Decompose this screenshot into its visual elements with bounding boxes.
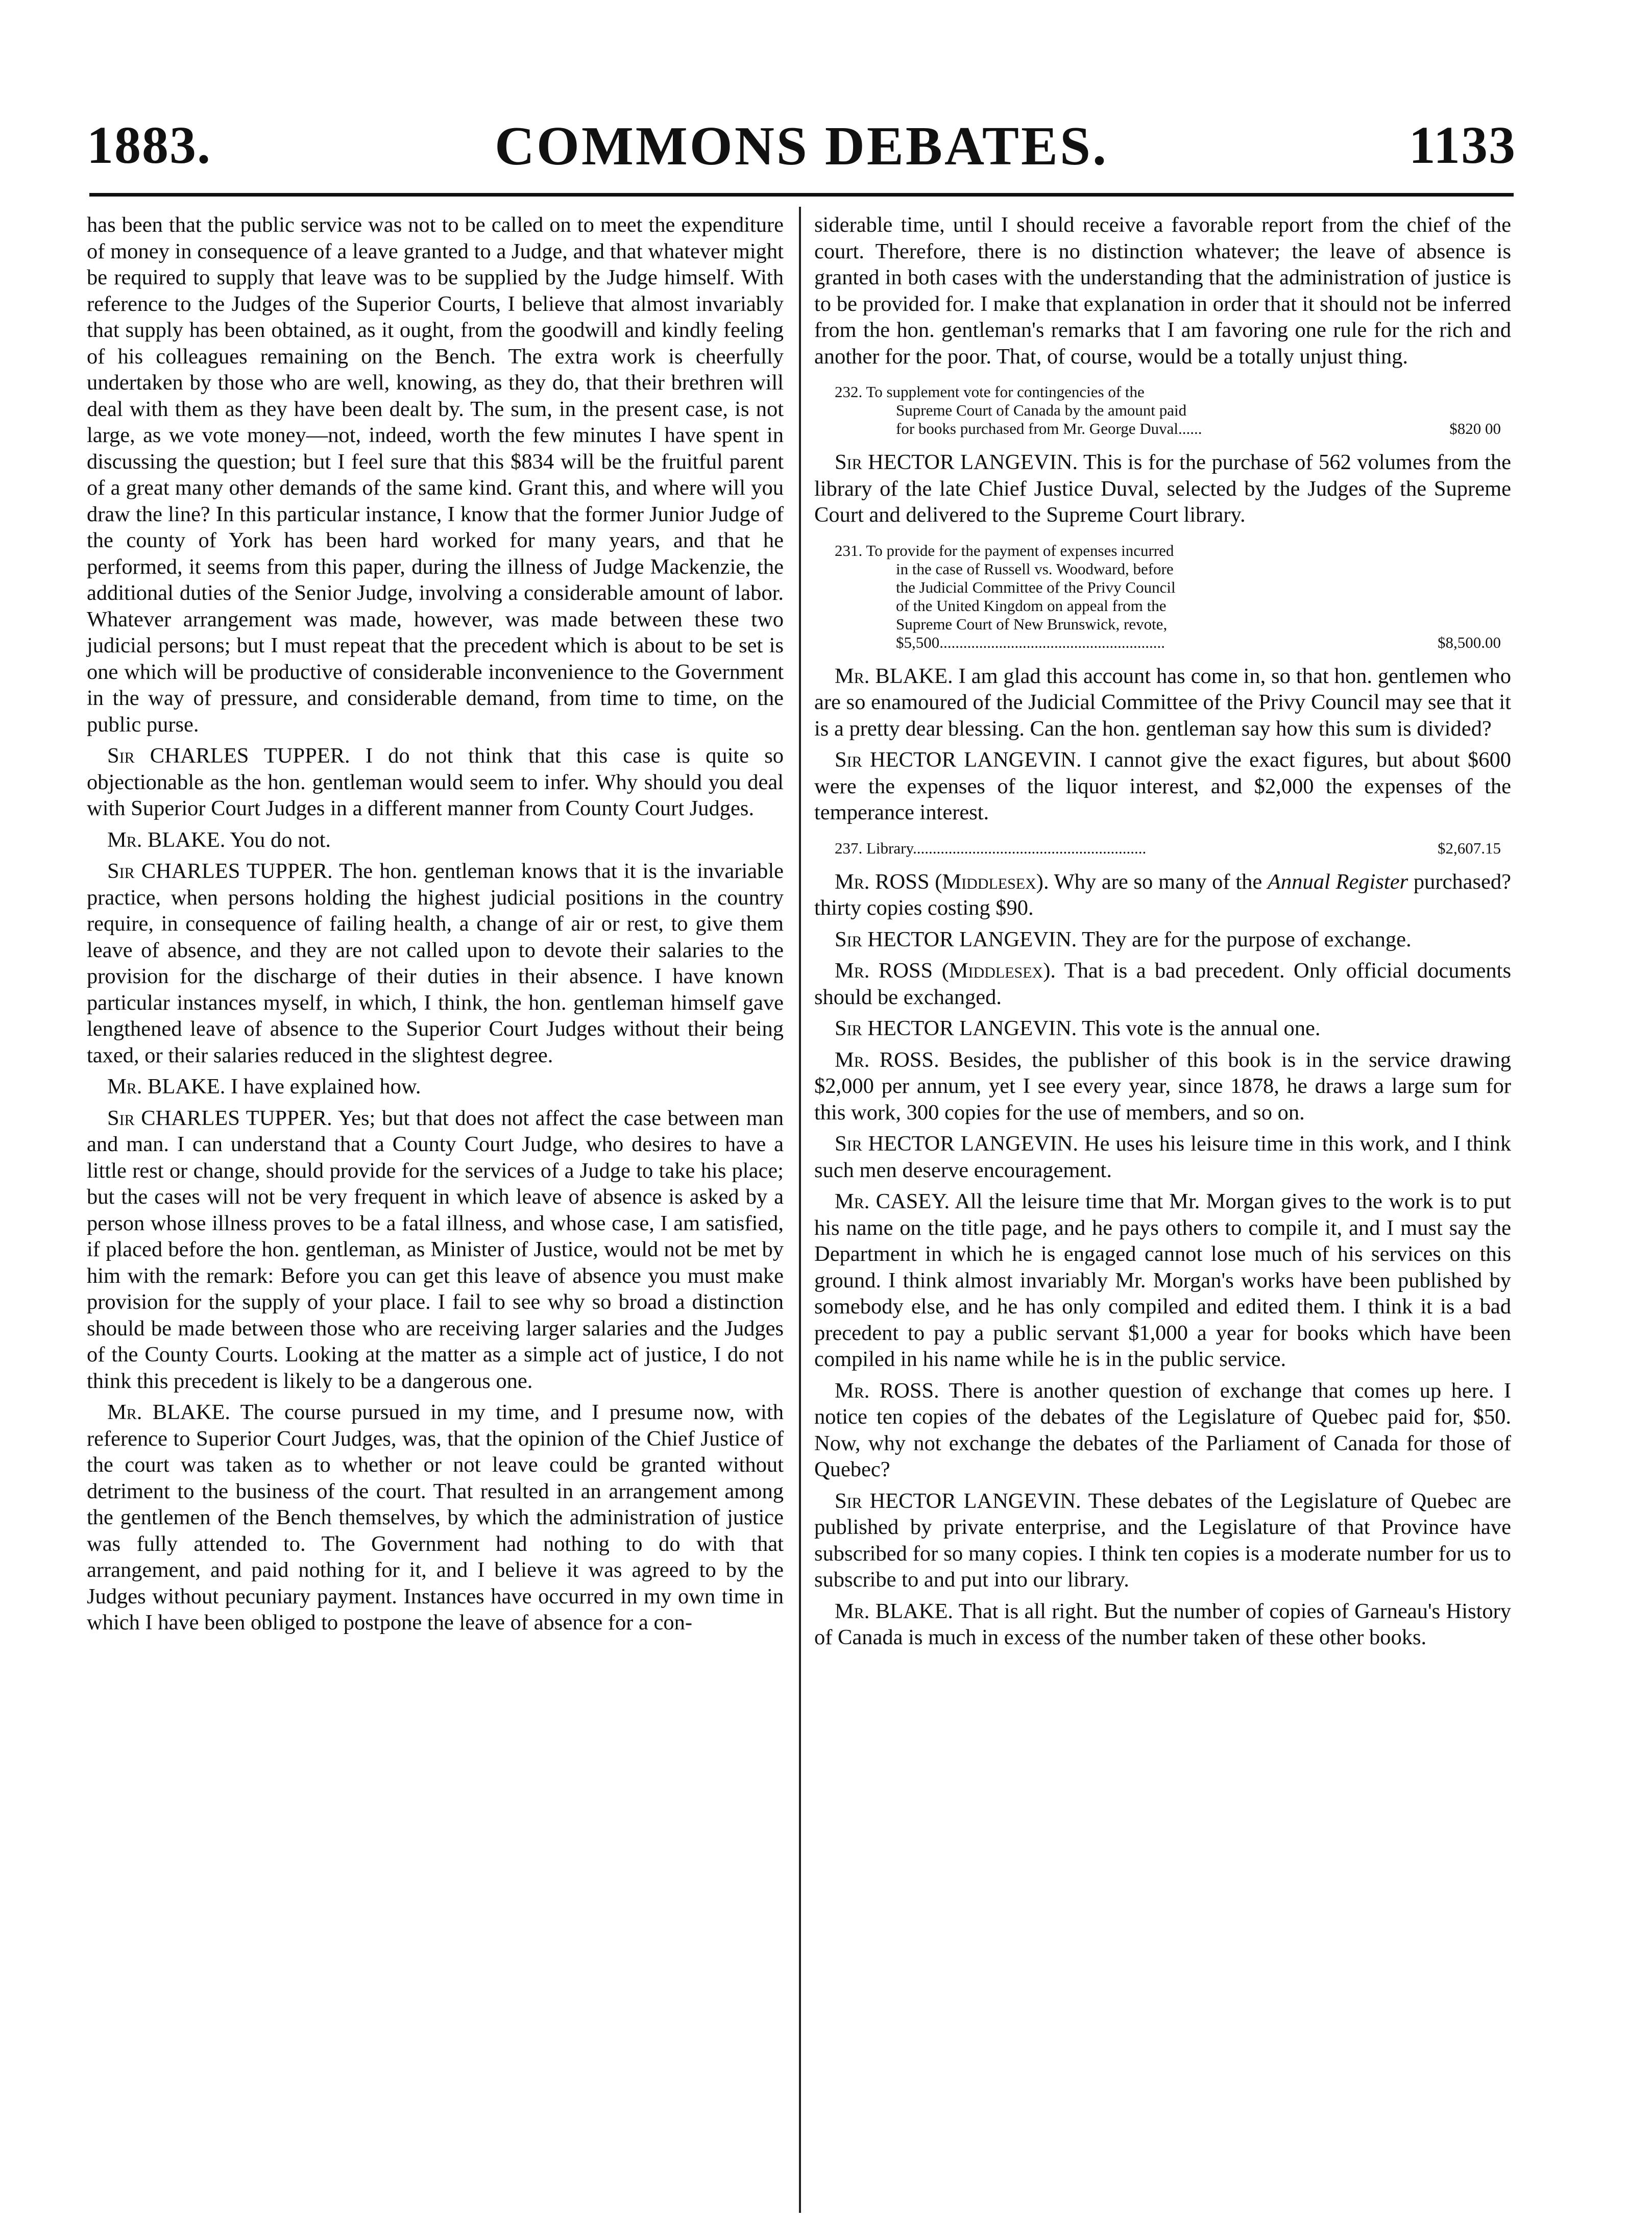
vote-line-text: 237. Library........................................................... <box>835 839 1147 857</box>
speaker-name: Sir HECTOR LANGEVIN. <box>835 927 1077 952</box>
speech-text: These debates of the Legislature of Quebec are published by private enterprise, and the Legislature of that Province have subscribed for so many copies. I think ten copies is a moderate number for us to subscribe to and put into our library. <box>814 1489 1511 1592</box>
speech-text: The hon. gentleman knows that it is the invariable practice, when persons holding the highest judicial positions in the country require, in consequence of failing health, a change of air or rest, to give them leave of absence, and they are not called upon to devote their salaries to the provision for the discharge of their duties in their absence. I have known particular instances myself, in which, I think, the hon. gentleman himself gave lengthened leave of absence to the Superior Court Judges without their being taxed, or their salaries reduced in the slightest degree. <box>87 859 784 1067</box>
vote-line: of the United Kingdom on appeal from the <box>896 596 1167 615</box>
vote-item-231 <box>814 542 1511 652</box>
left-column <box>87 212 784 1636</box>
speech-text: He uses his leisure time in this work, and I think such men deserve encouragement. <box>814 1132 1512 1182</box>
header-title: COMMONS DEBATES. <box>494 116 1109 177</box>
speech <box>814 1131 1511 1183</box>
speaker-name: Mr. BLAKE. <box>107 827 226 852</box>
speech <box>87 1399 784 1636</box>
speech <box>87 743 784 822</box>
speech <box>87 1074 784 1100</box>
speech <box>87 858 784 1068</box>
speech-text: This vote is the annual one. <box>1082 1016 1321 1040</box>
speech-text: That is a bad precedent. Only official documents should be exchanged. <box>814 959 1511 1009</box>
speaker-name: Mr. BLAKE. <box>835 664 953 688</box>
speech <box>814 869 1511 921</box>
speech <box>814 1047 1511 1126</box>
right-column <box>814 212 1511 1651</box>
vote-item-237 <box>814 839 1511 858</box>
speech-text: That is all right. But the number of copies of Garneau's History of Canada is much in excess of the number taken of these other books. <box>814 1599 1512 1649</box>
vote-line: the Judicial Committee of the Privy Council <box>896 578 1176 596</box>
speech <box>814 747 1511 826</box>
speech <box>814 1378 1511 1483</box>
speaker-name: Sir HECTOR LANGEVIN. <box>835 1132 1078 1156</box>
speaker-name: Mr. ROSS (Middlesex). <box>835 869 1049 894</box>
speech <box>814 1188 1511 1373</box>
paragraph <box>814 212 1511 370</box>
speaker-name: Sir HECTOR LANGEVIN. <box>835 450 1078 474</box>
vote-amount: $820 00 <box>1449 420 1501 437</box>
speech-text: I am glad this account has come in, so that hon. gentlemen who are so enamoured of the Judicial Committee of the Privy Council may see that it is a pretty dear blessing. Can the hon. gentleman say how this sum is divided? <box>814 664 1512 741</box>
speech <box>814 958 1511 1010</box>
speech <box>814 663 1511 742</box>
header-page-number: 1133 <box>1408 116 1516 175</box>
speaker-name: Mr. BLAKE. <box>107 1400 231 1424</box>
page-header <box>87 115 1516 191</box>
speaker-name: Mr. ROSS. <box>835 1378 939 1403</box>
speech-text: There is another question of exchange that comes up here. I notice ten copies of the debates of the Legislature of Quebec paid for, $50. Now, why not exchange the debates of the Parliament of Canada for those of Quebec? <box>814 1378 1512 1481</box>
vote-line: 232. To supplement vote for contingencies of the <box>835 383 1145 401</box>
speaker-name: Mr. ROSS. <box>835 1047 939 1072</box>
speech-text: Why are so many of the <box>1054 869 1262 894</box>
vote-line: 231. To provide for the payment of expenses incurred <box>835 541 1174 559</box>
speech-text: I cannot give the exact figures, but about $600 were the expenses of the liquor interest, and $2,000 the expenses of the temperance interest. <box>814 748 1511 824</box>
paragraph-text: has been that the public service was not to be called on to meet the expenditure of money in consequence of a leave granted to a Judge, and that whatever might be required to supply that leave was to be supplied by the Judge himself. With reference to the Judges of the Superior Courts, I believe that almost invariably that supply has been obtained, as it ought, from the goodwill and kindly feeling of his colleagues remaining on the Bench. The extra work is cheerfully undertaken by those who are well, knowing, as they do, that their brethren will deal with them as they have been dealt by. The sum, in the present case, is not large, as we vote money—not, indeed, worth the few minutes I have spent in discussing the question; but I feel sure that this $834 will be the fruitful parent of a great many other demands of the same kind. Grant this, and where will you draw the line? In this particular instance, I know that the former Junior Judge of the county of York has been hard worked for many years, and that he performed, it seems from this paper, during the illness of Judge Mackenzie, the additional duties of the Senior Judge, involving a considerable amount of labor. Whatever arrangement was made, however, was made between these two judicial persons; but I must repeat that the precedent which is about to be set is one which will be productive of considerable inconvenience to the Government in the way of pressure, and considerable demand, from time to time, on the public purse. <box>87 213 784 737</box>
speech-text: I have explained how. <box>230 1075 421 1099</box>
speech-text: They are for the purpose of exchange. <box>1082 927 1412 952</box>
paragraph <box>87 212 784 738</box>
header-year: 1883. <box>87 116 211 175</box>
speaker-name: Sir HECTOR LANGEVIN. <box>835 1489 1081 1513</box>
vote-line <box>835 839 1501 858</box>
vote-line-text: for books purchased from Mr. George Duval...... <box>896 420 1202 437</box>
speaker-name: Sir HECTOR LANGEVIN. <box>835 748 1082 772</box>
speech <box>814 1598 1511 1651</box>
speaker-name: Mr. BLAKE. <box>107 1075 226 1099</box>
speech-text: You do not. <box>230 827 331 852</box>
speech-text: I do not think that this case is quite so objectionable as the hon. gentleman would seem to infer. Why should you deal with Superior Court Judges in a different manner from County Court Judges. <box>87 744 784 820</box>
speech-text: Yes; but that does not affect the case between man and man. I can understand that a County Court Judge, who desires to have a little rest or change, should provide for the services of a Judge to take his place; but the cases will not be very frequent in which leave of absence is asked by a person whose illness proves to be a fatal illness, and whose case, I am satisfied, if placed before the hon. gentleman, as Minister of Justice, would not be met by him with the remark: Before you can get this leave of absence you must make provision for the supply of your place. I fail to see why so broad a distinction should be made between those who are receiving larger salaries and the Judges of the County Courts. Looking at the matter as a simple act of justice, I do not think this precedent is likely to be a dangerous one. <box>87 1106 784 1393</box>
vote-amount: $8,500.00 <box>1438 633 1501 651</box>
speaker-name: Mr. ROSS (Middlesex). <box>835 959 1056 983</box>
vote-line-text: $5,500......................................................... <box>896 633 1165 651</box>
speech-text: purchased? thirty copies costing $90. <box>814 869 1512 920</box>
paragraph-text: siderable time, until I should receive a favorable report from the chief of the court. Therefore, there is no distinction whatever; the leave of absence is granted in both cases with the understanding that the administration of justice is to be provided for. I make that explanation in order that it should not be inferred from the hon. gentleman's remarks that I am favoring one rule for the rich and another for the poor. That, of course, would be a totally unjust thing. <box>814 213 1511 369</box>
vote-line <box>845 633 1501 652</box>
speech-text: All the leisure time that Mr. Morgan gives to the work is to put his name on the title page, and he pays others to compile it, and I must say the Department in which he is engaged cannot lose much of his services on this ground. I think almost invariably Mr. Morgan's works have been published by somebody else, and he has only compiled and edited them. I think it is a bad precedent to pay a public servant $1,000 a year for books which have been compiled in his name while he is in the public service. <box>814 1189 1512 1371</box>
speaker-name: Sir CHARLES TUPPER. <box>107 859 333 883</box>
vote-line: Supreme Court of Canada by the amount paid <box>896 401 1187 419</box>
speech <box>814 1015 1511 1042</box>
speech <box>814 926 1511 953</box>
vote-line: in the case of Russell vs. Woodward, before <box>896 559 1174 578</box>
speech <box>814 1488 1511 1593</box>
speaker-name: Sir HECTOR LANGEVIN. <box>835 1016 1077 1040</box>
column-divider <box>799 207 801 2213</box>
speaker-name: Mr. BLAKE. <box>835 1599 954 1623</box>
speech <box>814 449 1511 528</box>
header-rule <box>89 193 1514 197</box>
vote-item-232 <box>814 383 1511 438</box>
speech <box>87 1105 784 1395</box>
speech-text: The course pursued in my time, and I presume now, with reference to Superior Court Judges, was, that the opinion of the Chief Justice of the court was taken as to whether or not leave could be granted without detriment to the business of the court. That resulted in an arrangement among the gentlemen of the Bench themselves, by which the administration of justice was fully attended to. The Government had nothing to do with that arrangement, and paid nothing for it, and I believe it was agreed to by the Judges without pecuniary payment. Instances have occurred in my own time in which I have been obliged to postpone the leave of absence for a con- <box>87 1400 784 1634</box>
speech-text-italic: Annual Register <box>1267 869 1408 894</box>
vote-line <box>845 420 1501 438</box>
speech <box>87 827 784 853</box>
speaker-name: Sir CHARLES TUPPER. <box>107 744 350 768</box>
vote-amount: $2,607.15 <box>1438 839 1501 857</box>
speech-text: This is for the purchase of 562 volumes from the library of the late Chief Justice Duval, selected by the Judges of the Supreme Court and delivered to the Supreme Court library. <box>814 450 1512 527</box>
vote-line: Supreme Court of New Brunswick, revote, <box>896 615 1168 633</box>
speaker-name: Mr. CASEY. <box>835 1189 950 1213</box>
speaker-name: Sir CHARLES TUPPER. <box>107 1106 332 1130</box>
speech-text: Besides, the publisher of this book is in the service drawing $2,000 per annum, yet I see every year, since 1878, he draws a large sum for this work, 300 copies for the use of members, and so on. <box>814 1047 1512 1125</box>
